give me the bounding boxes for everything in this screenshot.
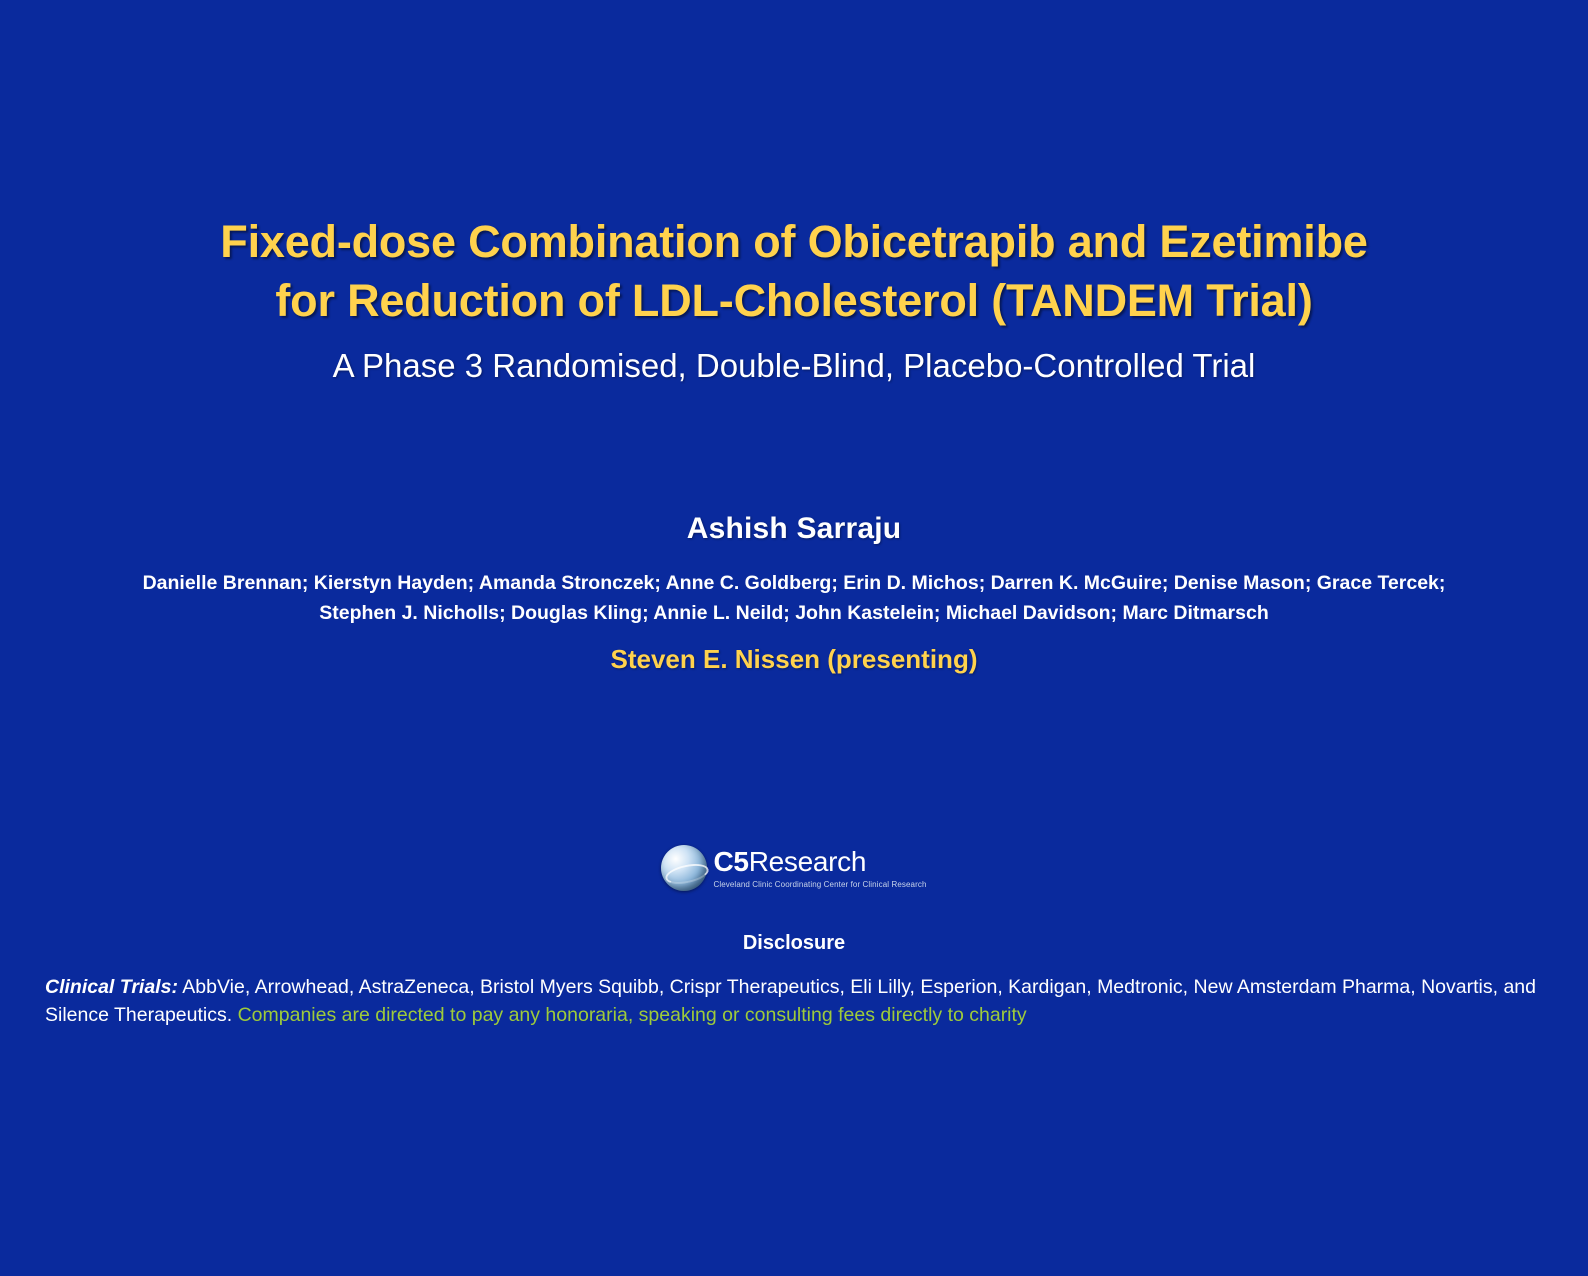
logo-name-bold: C5 — [713, 845, 749, 877]
title-block — [0, 212, 1588, 389]
disclosure-body — [45, 973, 1545, 1030]
authors-block — [0, 512, 1588, 675]
disclosure-lead-label: Clinical Trials: — [45, 976, 178, 998]
logo-tagline: Cleveland Clinic Coordinating Center for Clinical Research — [713, 879, 927, 889]
slide-title-line-2: for Reduction of LDL-Cholesterol (TANDEM Trial) — [275, 275, 1313, 327]
logo-text — [713, 845, 927, 889]
c5research-logo — [661, 845, 926, 891]
coauthor-list: Danielle Brennan; Kierstyn Hayden; Amanda Stronczek; Anne C. Goldberg; Erin D. Michos; Darren K. McGuire; Denise Mason; Grace Tercek; Stephen J. Nicholls; Douglas Kling; Annie L. Neild; John Kastelein; Michael Davidson; Marc Ditmarsch — [142, 572, 1446, 625]
logo-name — [713, 845, 867, 877]
logo-container — [0, 845, 1588, 891]
disclosure-heading: Disclosure — [742, 932, 846, 954]
logo-name-thin: Research — [748, 845, 867, 877]
presenting-author: Steven E. Nissen (presenting) — [610, 644, 978, 675]
globe-icon — [661, 845, 707, 891]
lead-author: Ashish Sarraju — [686, 512, 902, 545]
disclosure-sponsor-list: AbbVie, Arrowhead, AstraZeneca, Bristol Myers Squibb, Crispr Therapeutics, Eli Lilly, Esperion, Kardigan, Medtronic, New Amsterdam Pharma, Novartis, and Silence Therapeutics. — [45, 976, 1536, 1027]
slide-subtitle: A Phase 3 Randomised, Double-Blind, Placebo-Controlled Trial — [332, 346, 1256, 384]
slide-title-line-1: Fixed-dose Combination of Obicetrapib and Ezetimibe — [220, 216, 1368, 267]
disclosure-charity-note: Companies are directed to pay any honoraria, speaking or consulting fees directly to charity — [237, 1004, 1027, 1027]
